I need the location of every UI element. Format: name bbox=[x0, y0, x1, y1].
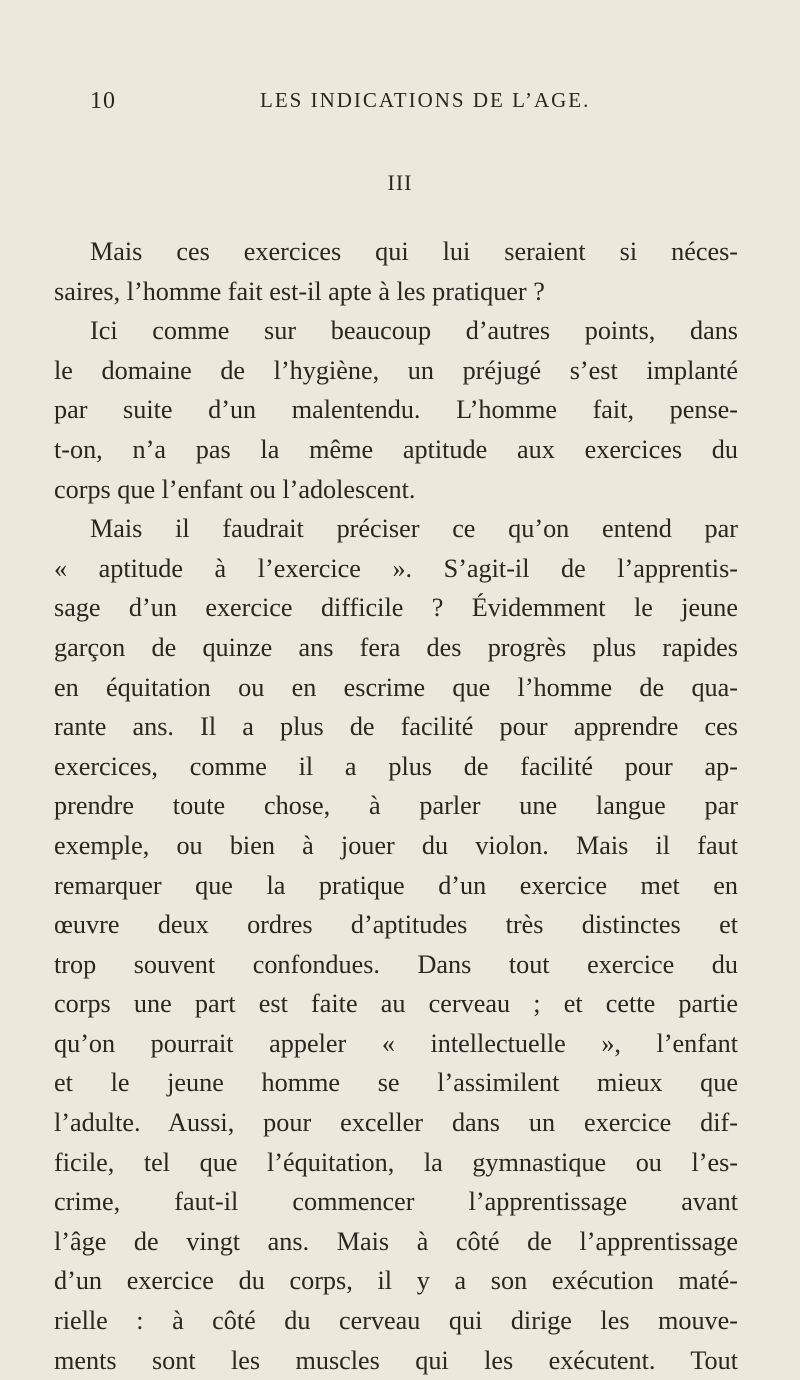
page-number: 10 bbox=[90, 88, 116, 114]
paragraph bbox=[54, 232, 738, 311]
text-line: Mais ces exercices qui lui seraient si néces- bbox=[90, 237, 738, 266]
text-line: rante ans. Il a plus de facilité pour apprendre ces bbox=[54, 712, 738, 742]
text-line: exercices, comme il a plus de facilité pour ap- bbox=[54, 751, 738, 781]
text-line: rielle : à côté du cerveau qui dirige les mouve- bbox=[54, 1306, 738, 1336]
text-line: œuvre deux ordres d’aptitudes très distinctes et bbox=[54, 910, 738, 940]
paragraph bbox=[54, 311, 738, 509]
text-line: exemple, ou bien à jouer du violon. Mais il faut bbox=[54, 830, 738, 860]
text-line: Mais il faudrait préciser ce qu’on entend par bbox=[90, 514, 738, 544]
text-line: ments sont les muscles qui les exécutent. Tout bbox=[54, 1345, 738, 1375]
text-line: garçon de quinze ans fera des progrès plus rapides bbox=[54, 632, 738, 662]
body-text bbox=[54, 232, 738, 1380]
text-line: crime, faut-il commencer l’apprentissage avant bbox=[54, 1187, 738, 1217]
text-line: t-on, n’a pas la même aptitude aux exercices du bbox=[54, 434, 738, 464]
running-head-title: LES INDICATIONS DE L’AGE. bbox=[260, 88, 591, 112]
text-line: trop souvent confondues. Dans tout exercice du bbox=[54, 949, 738, 979]
text-line: « aptitude à l’exercice ». S’agit-il de l’apprentis- bbox=[54, 553, 738, 583]
text-line: saires, l’homme fait est-il apte à les pratiquer ? bbox=[54, 276, 545, 306]
text-line: le domaine de l’hygiène, un préjugé s’est implanté bbox=[54, 355, 738, 385]
text-line: sage d’un exercice difficile ? Évidemment le jeune bbox=[54, 593, 738, 623]
text-line: Ici comme sur beaucoup d’autres points, dans bbox=[90, 316, 738, 346]
text-line: corps que l’enfant ou l’adolescent. bbox=[54, 474, 416, 504]
text-line: l’âge de vingt ans. Mais à côté de l’apprentissage bbox=[54, 1226, 738, 1256]
text-line: qu’on pourrait appeler « intellectuelle », l’enfant bbox=[54, 1028, 738, 1058]
text-line: en équitation ou en escrime que l’homme de qua- bbox=[54, 672, 738, 702]
text-line: l’adulte. Aussi, pour exceller dans un exercice dif- bbox=[54, 1108, 738, 1138]
text-line: d’un exercice du corps, il y a son exécution maté- bbox=[54, 1266, 738, 1296]
text-line: corps une part est faite au cerveau ; et cette partie bbox=[54, 989, 738, 1019]
text-line: et le jeune homme se l’assimilent mieux que bbox=[54, 1068, 738, 1098]
text-line: par suite d’un malentendu. L’homme fait, pense- bbox=[54, 395, 738, 425]
running-head bbox=[90, 88, 770, 118]
text-line: prendre toute chose, à parler une langue par bbox=[54, 791, 738, 821]
text-line: ficile, tel que l’équitation, la gymnastique ou l’es- bbox=[54, 1147, 738, 1177]
section-number: III bbox=[387, 170, 413, 195]
text-line: remarquer que la pratique d’un exercice met en bbox=[54, 870, 738, 900]
paragraph bbox=[54, 509, 738, 1380]
